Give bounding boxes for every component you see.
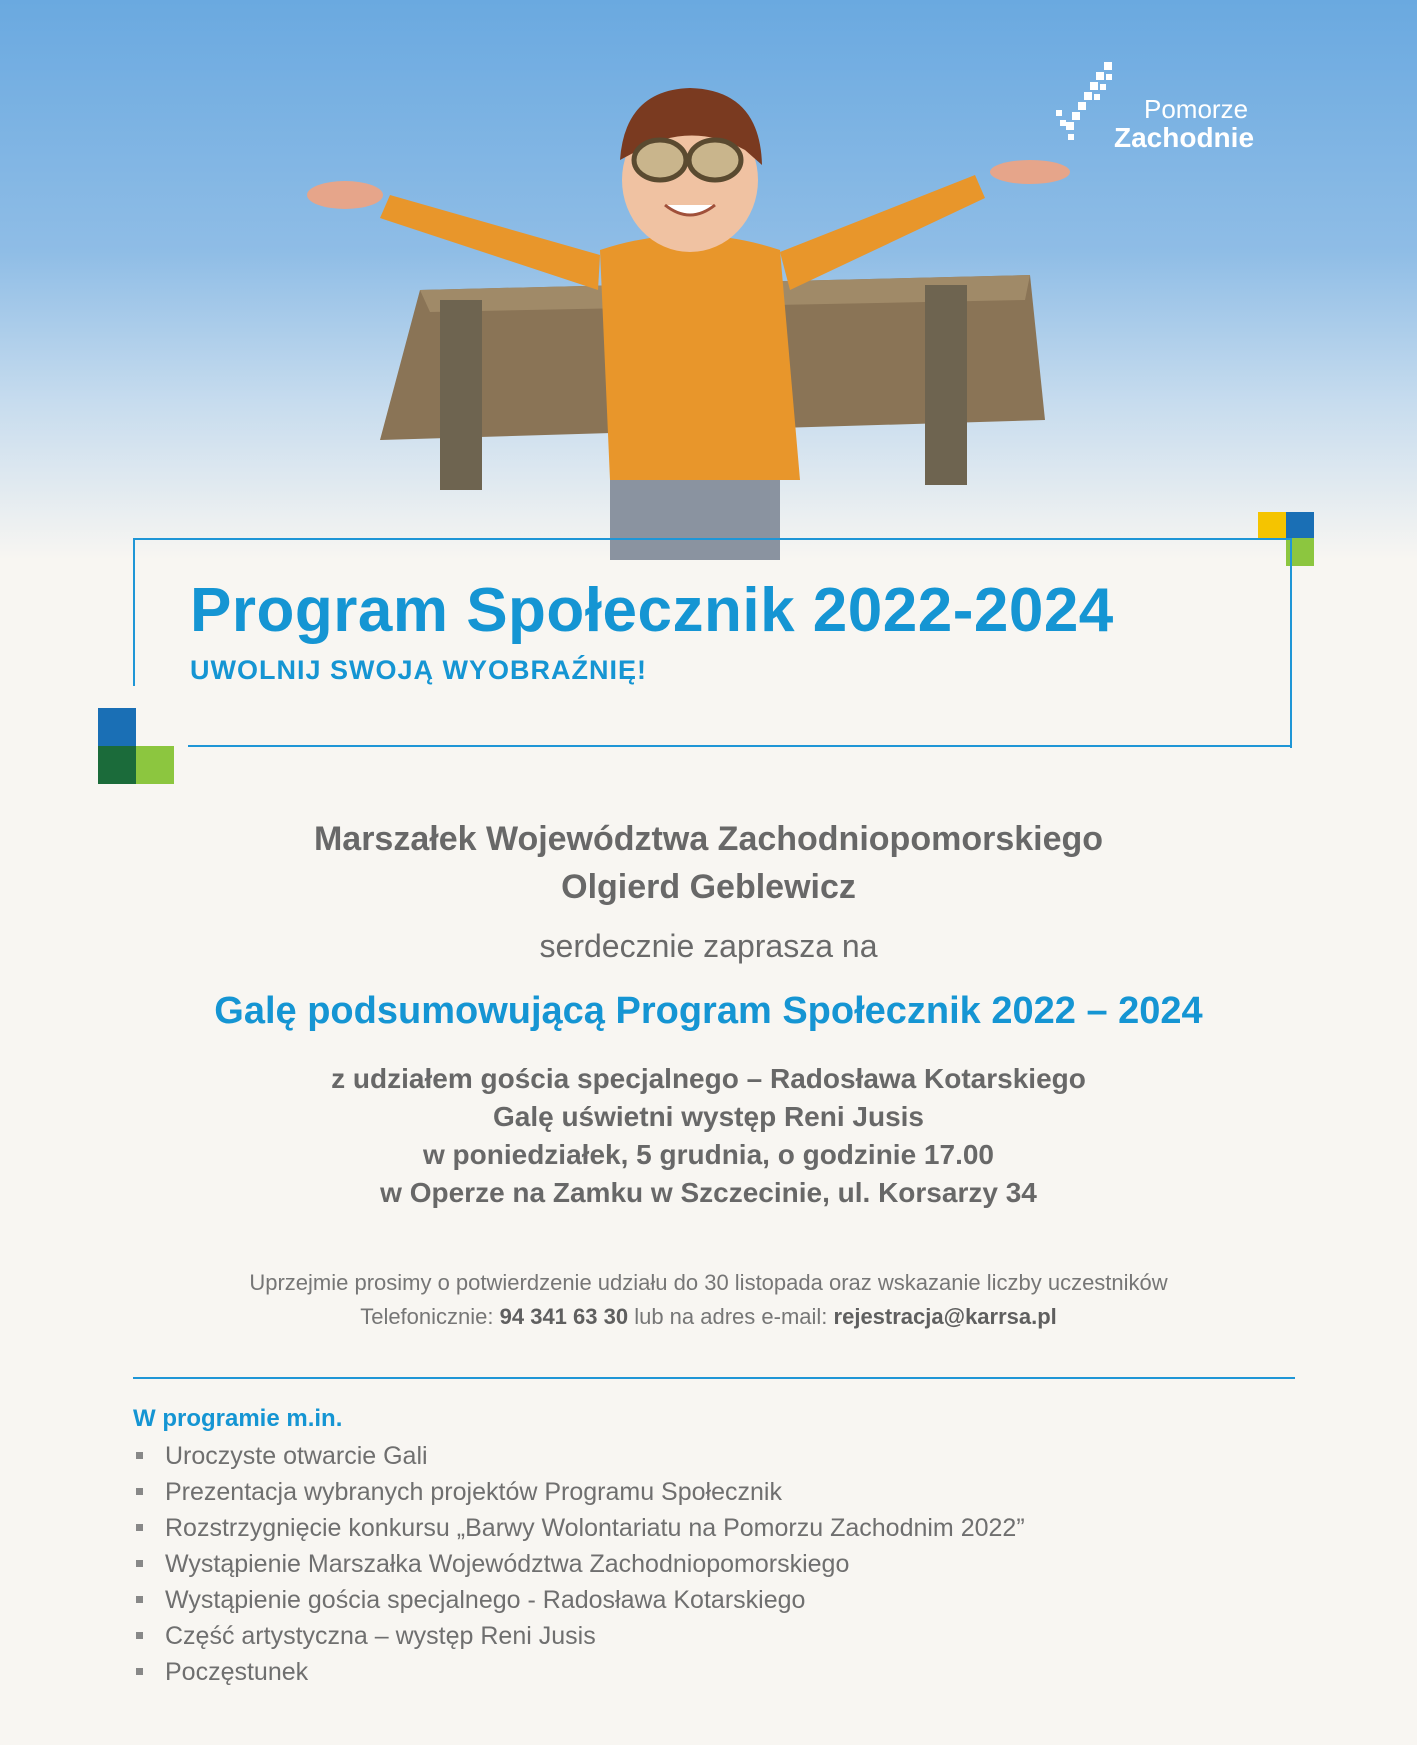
host-title: Marszałek Województwa Zachodniopomorskiego xyxy=(313,820,1104,858)
section-divider xyxy=(133,1377,1295,1379)
invite-text: serdecznie zaprasza na xyxy=(539,928,878,964)
hero-photo xyxy=(0,0,1417,560)
host-name: Olgierd Geblewicz xyxy=(561,868,856,906)
pomorze-zachodnie-logo xyxy=(1050,60,1270,160)
rsvp-email-link[interactable]: rejestracja@karrsa.pl xyxy=(833,1304,1057,1329)
event-detail-guest: z udziałem gościa specjalnego – Radosława Kotarskiego xyxy=(331,1063,1086,1094)
rsvp-request: Uprzejmie prosimy o potwierdzenie udziału do 30 listopada oraz wskazanie liczby uczestników xyxy=(249,1270,1168,1295)
list-item: Uroczyste otwarcie Gali xyxy=(133,1438,1025,1474)
list-item: Rozstrzygnięcie konkursu „Barwy Wolontariatu na Pomorzu Zachodnim 2022” xyxy=(133,1510,1025,1546)
program-heading: W programie m.in. xyxy=(133,1405,343,1432)
event-detail-performance: Galę uświetni występ Reni Jusis xyxy=(492,1101,925,1132)
rsvp-phone[interactable]: 94 341 63 30 xyxy=(499,1304,629,1329)
logo-text-pomorze: Pomorze xyxy=(1144,94,1249,124)
title-frame-bottom-edge xyxy=(188,745,1290,747)
logo-text-zachodnie: Zachodnie xyxy=(1114,122,1255,153)
bullet-icon xyxy=(136,1560,143,1567)
event-details xyxy=(0,1060,1417,1212)
event-title: Galę podsumowującą Program Społecznik 2022 – 2024 xyxy=(214,990,1203,1032)
event-detail-date: w poniedziałek, 5 grudnia, o godzinie 17.00 xyxy=(422,1139,994,1170)
bullet-icon xyxy=(136,1632,143,1639)
rsvp-contact xyxy=(0,1300,1417,1334)
page-subtitle: UWOLNIJ SWOJĄ WYOBRAŹNIĘ! xyxy=(190,655,647,685)
list-item: Część artystyczna – występ Reni Jusis xyxy=(133,1618,1025,1654)
event-detail-venue: w Operze na Zamku w Szczecinie, ul. Korsarzy 34 xyxy=(380,1177,1037,1208)
host-block xyxy=(0,815,1417,911)
bullet-icon xyxy=(136,1488,143,1495)
bullet-icon xyxy=(136,1452,143,1459)
rsvp-phone-label: Telefonicznie: xyxy=(360,1304,500,1329)
title-frame-left-edge xyxy=(133,538,135,686)
list-item: Wystąpienie Marszałka Województwa Zachodniopomorskiego xyxy=(133,1546,1025,1582)
page-title: Program Społecznik 2022-2024 xyxy=(190,576,1114,645)
rsvp-block xyxy=(0,1266,1417,1334)
rsvp-email-label: lub na adres e-mail: xyxy=(628,1304,834,1329)
list-item: Prezentacja wybranych projektów Programu Społecznik xyxy=(133,1474,1025,1510)
bullet-icon xyxy=(136,1596,143,1603)
bullet-icon xyxy=(136,1524,143,1531)
logo-mark-icon xyxy=(1050,60,1120,150)
bullet-icon xyxy=(136,1668,143,1675)
list-item: Poczęstunek xyxy=(133,1654,1025,1690)
list-item: Wystąpienie gościa specjalnego - Radosława Kotarskiego xyxy=(133,1582,1025,1618)
program-list xyxy=(133,1438,1025,1690)
